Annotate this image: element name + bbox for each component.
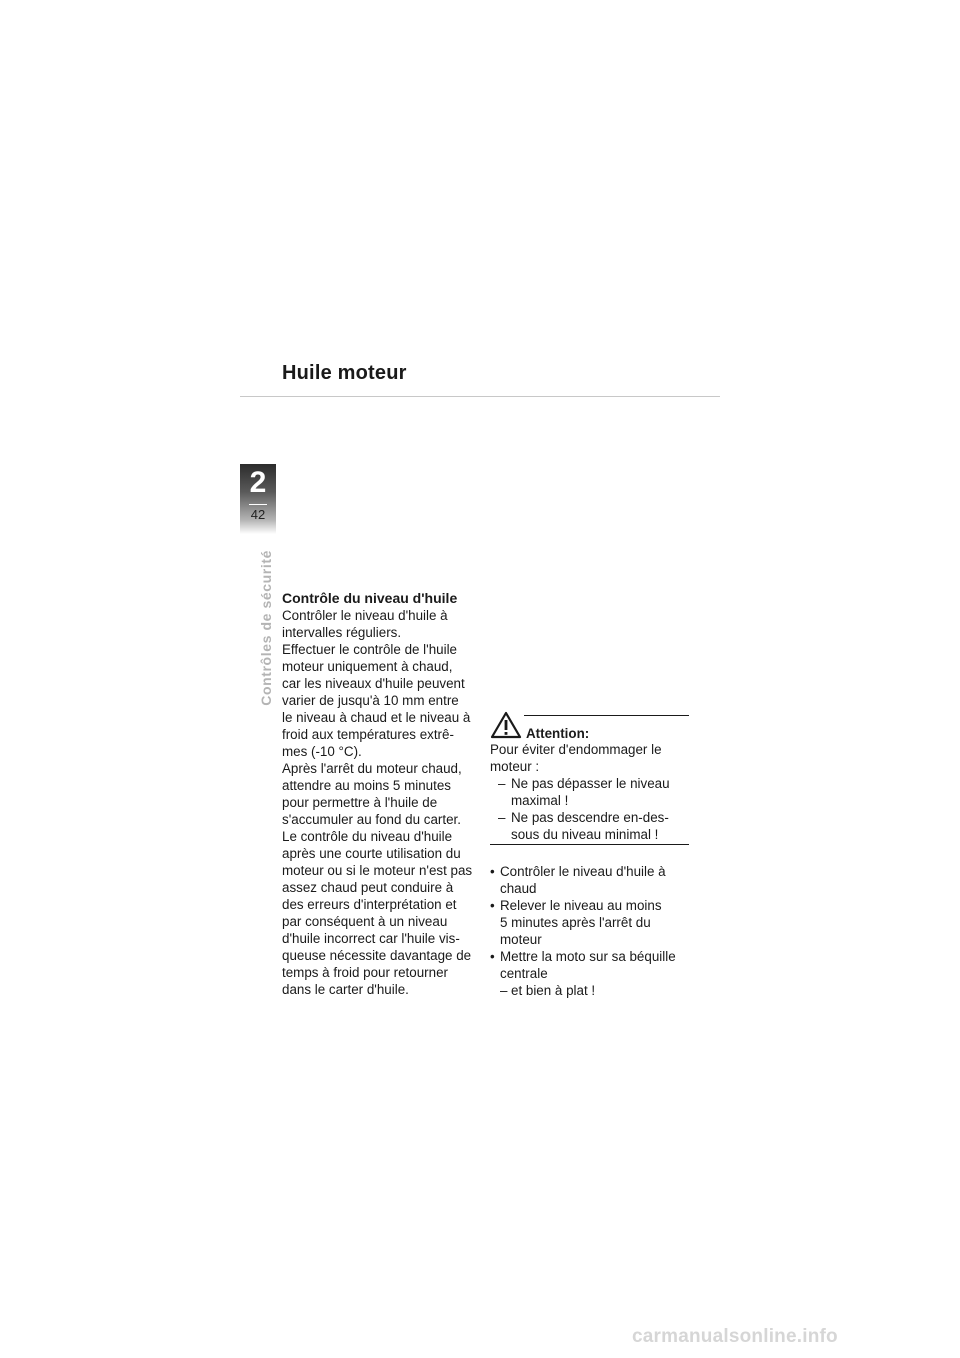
body-line: dans le carter d'huile. — [282, 982, 409, 997]
body-line: moteur uniquement à chaud, — [282, 659, 453, 674]
body-line: froid aux températures extrê- — [282, 727, 454, 742]
steps-list — [490, 863, 689, 999]
body-line: Contrôler le niveau d'huile à — [282, 608, 448, 623]
body-line: après une courte utilisation du — [282, 846, 461, 861]
chapter-tab — [240, 464, 276, 534]
list-item: – Ne pas dépasser le niveau maximal ! — [490, 775, 689, 809]
attention-list — [490, 775, 689, 843]
body-line: queuse nécessite davantage de — [282, 948, 472, 963]
warning-triangle-icon — [490, 711, 522, 740]
oil-level-section — [282, 590, 482, 998]
chapter-divider — [249, 504, 267, 505]
body-line: d'huile incorrect car l'huile vis- — [282, 931, 460, 946]
body-line: Effectuer le contrôle de l'huile — [282, 642, 458, 657]
intro-line: Pour éviter d'endommager le — [490, 742, 662, 757]
body-line: moteur ou si le moteur n'est pas — [282, 863, 473, 878]
body-line: le niveau à chaud et le niveau à — [282, 710, 471, 725]
sub-list — [500, 982, 689, 999]
body-line: pour permettre à l'huile de — [282, 795, 438, 810]
body-line: varier de jusqu'à 10 mm entre — [282, 693, 459, 708]
section-body — [282, 607, 482, 998]
list-item: • Relever le niveau au moins 5 minutes après l'arrêt du moteur — [490, 897, 689, 948]
watermark: carmanualsonline.info — [632, 1326, 838, 1347]
body-line: Après l'arrêt du moteur chaud, — [282, 761, 462, 776]
body-line: temps à froid pour retourner — [282, 965, 448, 980]
list-item: • Contrôler le niveau d'huile à chaud — [490, 863, 689, 897]
page-title: Huile moteur — [282, 362, 407, 384]
intro-line: moteur : — [490, 759, 540, 774]
body-line: mes (-10 °C). — [282, 744, 362, 759]
page-number: 42 — [250, 507, 266, 522]
chapter-number: 2 — [249, 466, 267, 499]
list-item: – Ne pas descendre en-des- sous du niveau minimal ! — [490, 809, 689, 843]
body-line: intervalles réguliers. — [282, 625, 402, 640]
body-line: attendre au moins 5 minutes — [282, 778, 451, 793]
attention-header — [490, 715, 689, 741]
body-line: assez chaud peut conduire à — [282, 880, 454, 895]
attention-title: Attention: — [526, 726, 590, 741]
body-line: Le contrôle du niveau d'huile — [282, 829, 453, 844]
body-line: par conséquent à un niveau — [282, 914, 448, 929]
body-line: car les niveaux d'huile peuvent — [282, 676, 465, 691]
attention-intro — [490, 741, 689, 775]
list-item: – et bien à plat ! — [500, 982, 689, 999]
list-item: • Mettre la moto sur sa béquille centrale – et bien à plat ! — [490, 948, 689, 999]
procedure-steps — [490, 863, 689, 999]
attention-top-rule — [524, 715, 689, 716]
section-heading: Contrôle du niveau d'huile — [282, 590, 458, 606]
title-rule — [240, 396, 720, 397]
chapter-side-label: Contrôles de sécurité — [258, 550, 274, 706]
attention-box — [490, 715, 689, 845]
body-line: des erreurs d'interprétation et — [282, 897, 457, 912]
body-line: s'accumuler au fond du carter. — [282, 812, 461, 827]
